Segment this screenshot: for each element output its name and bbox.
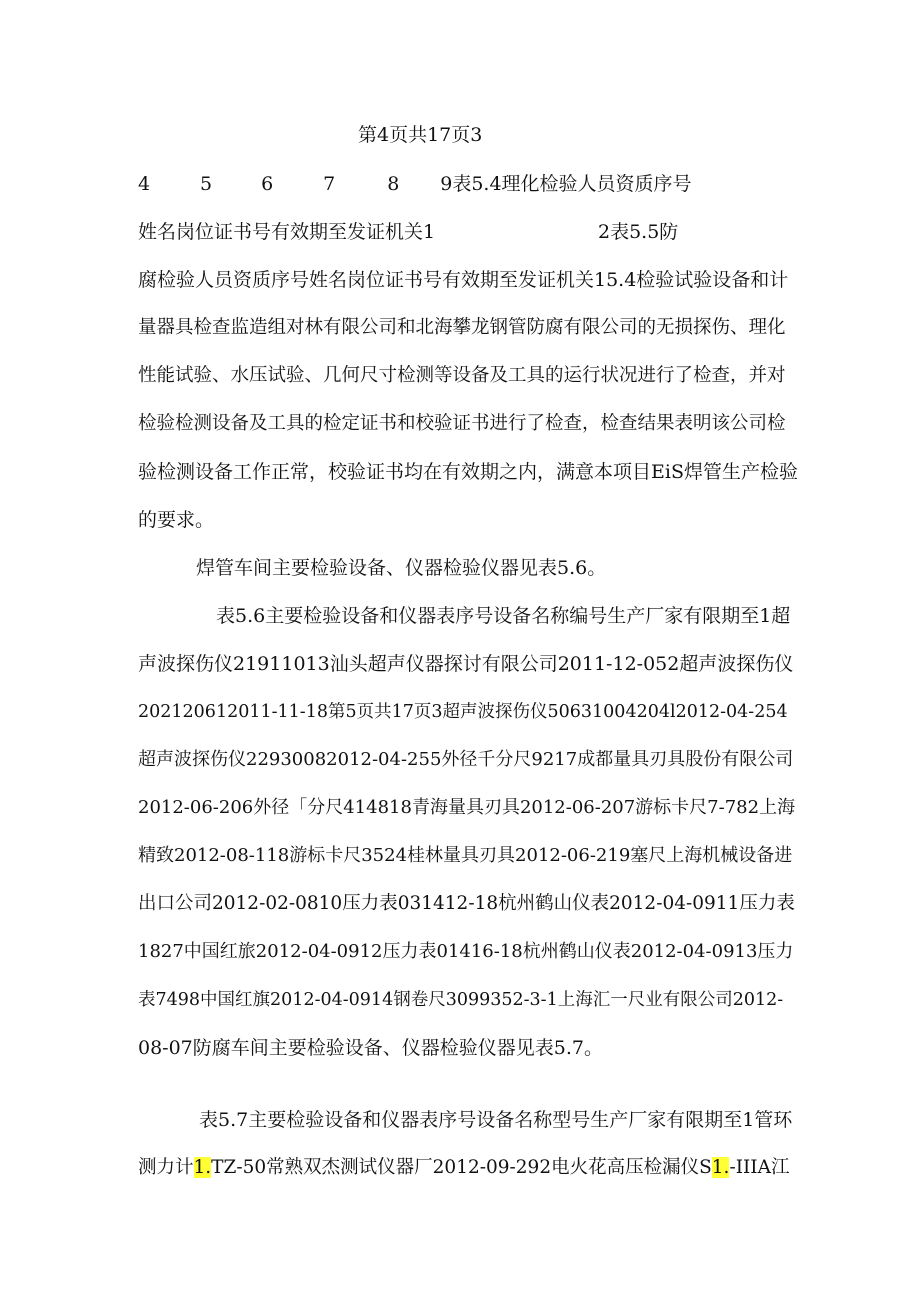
text-line: 2012-06-206外径「分尺414818青海量具刃具2012-06-207游标卡尺7-782上海 — [138, 797, 796, 818]
text-line: 表5.7主要检验设备和仪器表序号设备名称型号生产厂家有限期至1管环 — [199, 1109, 793, 1131]
num-item: 7 — [323, 173, 336, 195]
text-line: 声波探伤仪21911013汕头超声仪器探讨有限公司2011-12-052超声波探伤仪 — [138, 653, 794, 675]
text-line: 焊管车间主要检验设备、仪器检验仪器见表5.6。 — [196, 557, 607, 579]
text-line: 的要求。 — [138, 509, 215, 531]
num-item: 8 — [387, 173, 400, 195]
num-item: 6 — [261, 173, 274, 195]
text-line: 表7498中国红旗2012-04-0914钢卷尺3099352-3-1上海汇一尺业有限公司2012- — [138, 990, 784, 1010]
text-segment: -IIIA江 — [729, 1157, 790, 1178]
text-line: 08-07防腐车间主要检验设备、仪器检验仪器见表5.7。 — [138, 1037, 603, 1059]
text-line: 2表5.5防 — [598, 221, 679, 243]
text-line: 姓名岗位证书号有效期至发证机关1 — [138, 221, 436, 243]
text-line: 出口公司2012-02-0810压力表031412-18杭州鹤山仪表2012-04-0911压力表 — [138, 893, 795, 914]
text-line: 性能试验、水压试验、几何尺寸检测等设备及工具的运行状况进行了检查，并对 — [138, 365, 786, 386]
highlight-mark: 1. — [193, 1157, 212, 1178]
text-line: 检验检测设备及工具的检定证书和校验证书进行了检查，检查结果表明该公司检 — [138, 413, 786, 434]
text-segment: TZ-50常熟双杰测试仪器厂2012-09-292电火花高压检漏仪S — [211, 1157, 712, 1178]
text-line: 202120612011-11-18第5页共17页3超声波探伤仪50631004204l2012-04-254 — [138, 702, 788, 722]
text-line: 验检测设备工作正常，校验证书均在有效期之内，满意本项目EiS焊管生产检验 — [138, 461, 798, 483]
num-item: 5 — [200, 173, 213, 195]
num-item: 9表5.4理化检验人员资质序号 — [440, 173, 692, 195]
text-line-highlighted — [138, 1156, 798, 1180]
text-segment: 测力计 — [138, 1157, 194, 1178]
text-line: 超声波探伤仪22930082012-04-255外径千分尺9217成都量具刃具股份有限公司 — [138, 749, 794, 770]
highlight-mark: 1. — [711, 1157, 730, 1178]
text-line: 1827中国红旅2012-04-0912压力表01416-18杭州鹤山仪表2012-04-0913压力 — [138, 941, 794, 962]
text-line: 精致2012-08-118游标卡尺3524桂林量具刃具2012-06-219塞尺上海机械设备进 — [138, 845, 793, 866]
num-item: 4 — [138, 173, 151, 195]
text-line: 量器具检查监造组对林有限公司和北海攀龙钢管防腐有限公司的无损探伤、理化 — [138, 317, 786, 338]
text-line: 腐检验人员资质序号姓名岗位证书号有效期至发证机关15.4检验试验设备和计 — [138, 269, 789, 291]
number-row — [138, 172, 798, 196]
text-line: 表5.6主要检验设备和仪器表序号设备名称编号生产厂家有限期至1超 — [216, 605, 791, 627]
page-header: 第4页共17页3 — [358, 124, 483, 146]
